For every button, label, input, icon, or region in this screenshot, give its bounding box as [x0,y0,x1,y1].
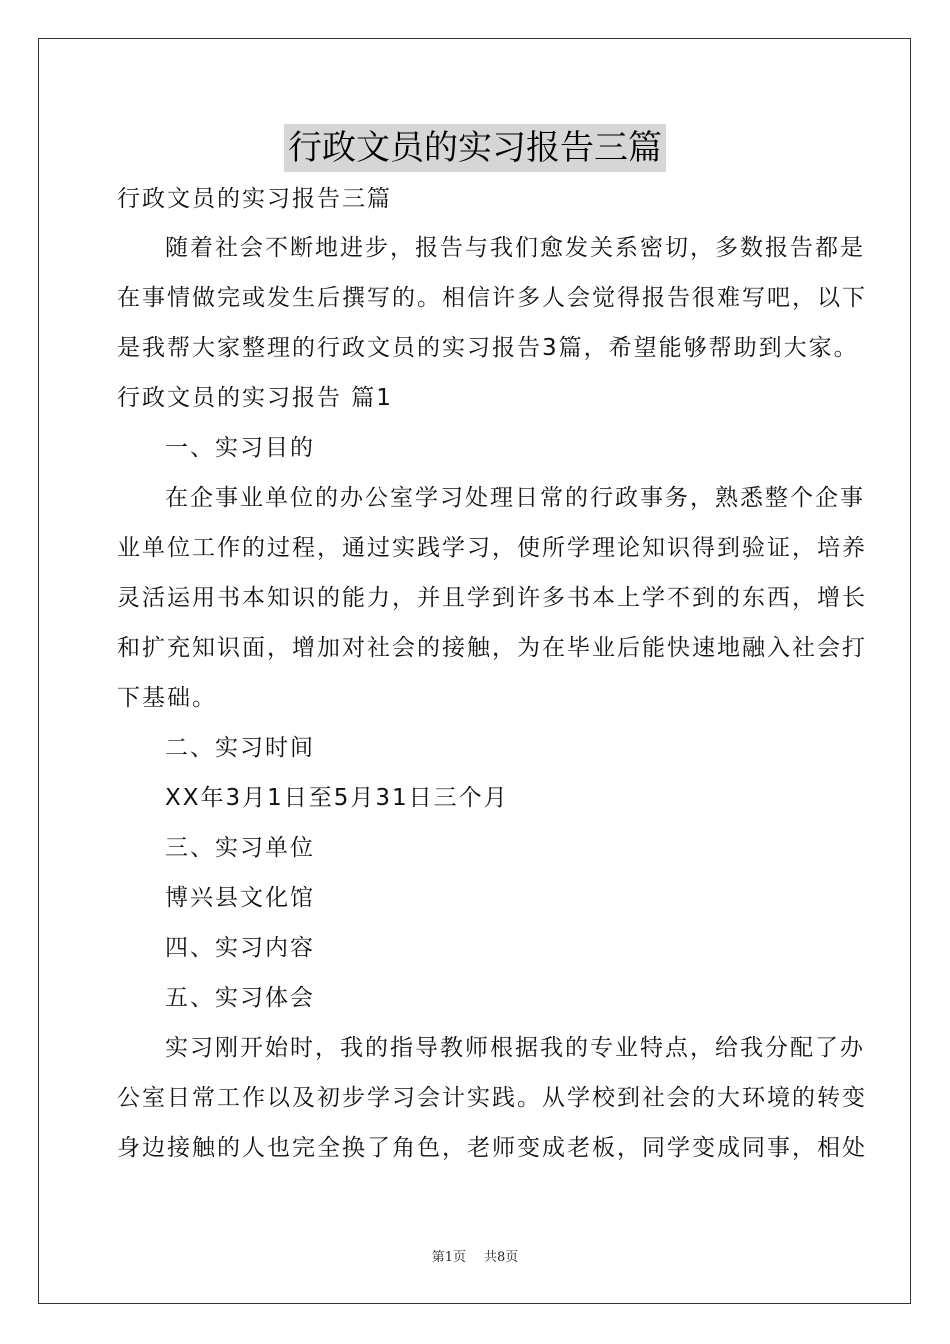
document-title: 行政文员的实习报告三篇 [284,124,666,172]
paragraph-line: 是我帮大家整理的行政文员的实习报告3篇，希望能够帮助到大家。 [117,335,859,361]
section-heading: 行政文员的实习报告 篇1 [117,385,393,411]
paragraph-line: 公室日常工作以及初步学习会计实践。从学校到社会的大环境的转变 [117,1085,867,1111]
paragraph-line: 博兴县文化馆 [165,885,315,911]
page-number: 第1页 [431,1250,466,1265]
paragraph-line: 随着社会不断地进步，报告与我们愈发关系密切，多数报告都是 [165,235,865,261]
page-border [38,38,911,1304]
doc-heading-line: 行政文员的实习报告三篇 [117,186,392,212]
subsection-heading: 一、实习目的 [165,435,315,461]
paragraph-line: 身边接触的人也完全换了角色，老师变成老板，同学变成同事，相处 [117,1135,867,1161]
paragraph-line: 业单位工作的过程，通过实践学习，使所学理论知识得到验证，培养 [117,535,867,561]
paragraph-line: XX年3月1日至5月31日三个月 [165,785,509,811]
paragraph-line: 实习刚开始时，我的指导教师根据我的专业特点，给我分配了办 [165,1035,865,1061]
subsection-heading: 三、实习单位 [165,835,315,861]
page-footer [0,1246,950,1265]
title-container [0,124,950,172]
subsection-heading: 四、实习内容 [165,935,315,961]
paragraph-line: 和扩充知识面，增加对社会的接触，为在毕业后能快速地融入社会打 [117,635,867,661]
page-total: 共8页 [484,1250,519,1265]
paragraph-line: 灵活运用书本知识的能力，并且学到许多书本上学不到的东西，增长 [117,585,867,611]
paragraph-line: 下基础。 [117,685,217,711]
paragraph-line: 在事情做完或发生后撰写的。相信许多人会觉得报告很难写吧，以下 [117,285,867,311]
subsection-heading: 五、实习体会 [165,985,315,1011]
subsection-heading: 二、实习时间 [165,735,315,761]
paragraph-line: 在企事业单位的办公室学习处理日常的行政事务，熟悉整个企事 [165,485,865,511]
